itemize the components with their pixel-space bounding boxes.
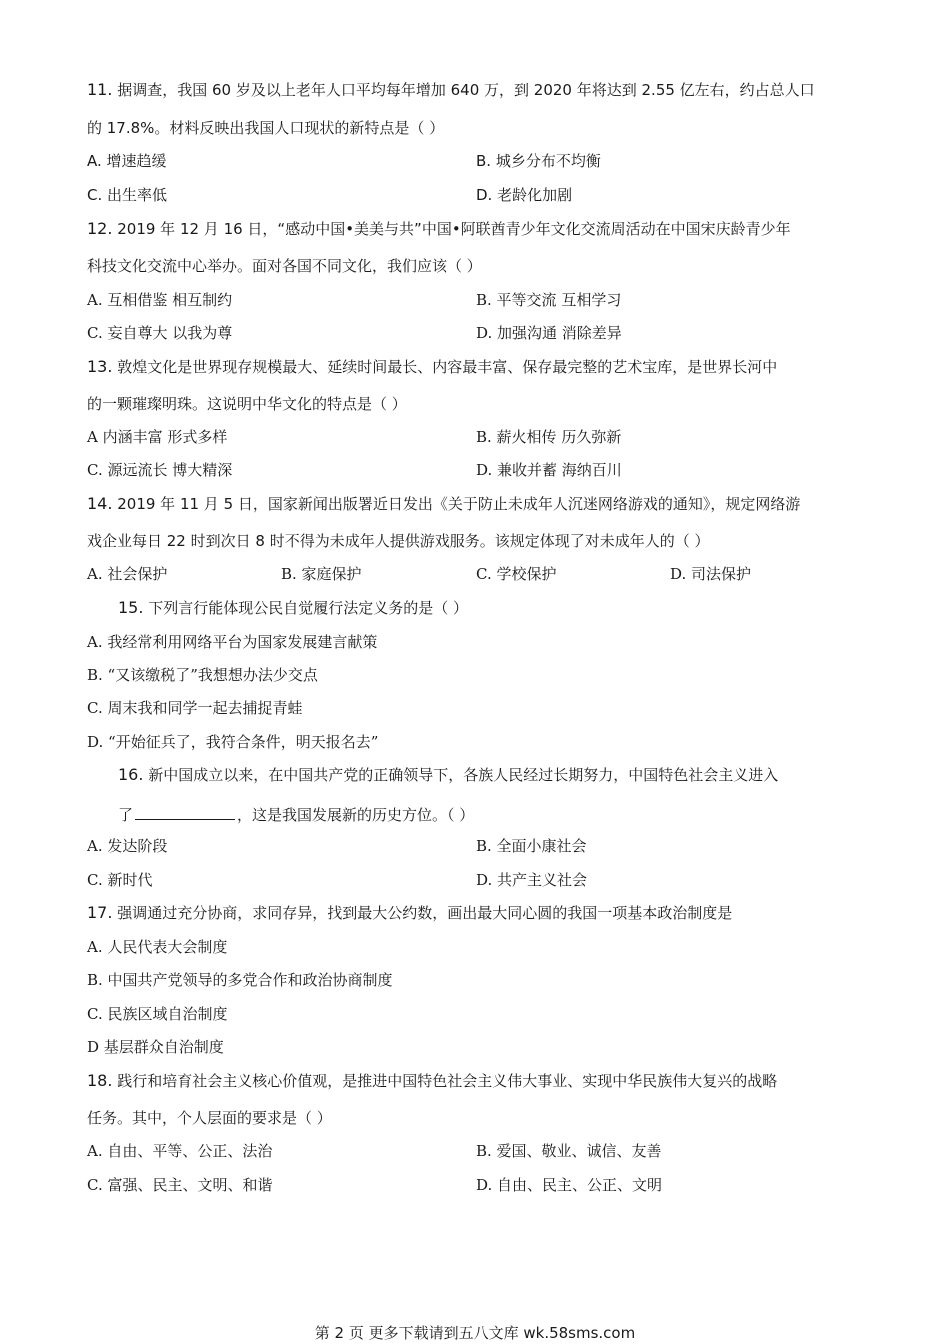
option-b: B. 城乡分布不均衡 (476, 152, 601, 170)
question-stem: 14. 2019 年 11 月 5 日，国家新闻出版署近日发出《关于防止未成年人沉迷网络游戏的通知》，规定网络游 (87, 494, 801, 513)
option-d: D. “开始征兵了，我符合条件，明天报名去” (87, 733, 379, 751)
fill-in-blank (135, 803, 235, 820)
question-stem-cont: 科技文化交流中心举办。面对各国不同文化，我们应该（ ） (87, 257, 482, 275)
question-stem-cont: 了 ，这是我国发展新的历史方位。（ ） (118, 803, 474, 825)
option-a: A. 社会保护 (87, 565, 168, 583)
option-c: C. 富强、民主、文明、和谐 (87, 1176, 273, 1194)
question-number: 18. (87, 1071, 113, 1090)
option-d: D. 老龄化加剧 (476, 186, 573, 204)
page-footer: 第 2 页 更多下载请到五八文库 wk.58sms.com (314, 1324, 636, 1342)
option-a: A 内涵丰富 形式多样 (87, 428, 228, 446)
option-c: C. 学校保护 (476, 565, 557, 583)
option-d: D 基层群众自治制度 (87, 1038, 224, 1056)
question-number: 14. (87, 494, 113, 513)
option-c: C. 妄自尊大 以我为尊 (87, 324, 233, 342)
question-stem: 12. 2019 年 12 月 16 日，“感动中国•美美与共”中国•阿联酋青少年文化交流周活动在中国宋庆龄青少年 (87, 219, 791, 238)
option-d: D. 共产主义社会 (476, 871, 588, 889)
question-stem-cont: 的 17.8%。材料反映出我国人口现状的新特点是（ ） (87, 119, 445, 137)
option-d: D. 加强沟通 消除差异 (476, 324, 622, 342)
option-a: A. 我经常利用网络平台为国家发展建言献策 (87, 633, 378, 651)
option-d: D. 司法保护 (670, 565, 752, 583)
option-b: B. “又该缴税了”我想想办法少交点 (87, 666, 318, 684)
question-stem-cont: 的一颗璀璨明珠。这说明中华文化的特点是（ ） (87, 395, 407, 413)
question-stem: 13. 敦煌文化是世界现存规模最大、延续时间最长、内容最丰富、保存最完整的艺术宝库，是世界长河中 (87, 357, 778, 376)
option-a: A. 发达阶段 (87, 837, 168, 855)
option-c: C. 新时代 (87, 871, 153, 889)
option-d: D. 自由、民主、公正、文明 (476, 1176, 663, 1194)
question-number: 15. (118, 598, 144, 617)
option-b: B. 中国共产党领导的多党合作和政治协商制度 (87, 971, 393, 989)
question-stem: 11. 据调查，我国 60 岁及以上老年人口平均每年增加 640 万，到 2020 年将达到 2.55 亿左右，约占总人口 (87, 80, 815, 99)
option-a: A. 人民代表大会制度 (87, 938, 228, 956)
option-a: A. 自由、平等、公正、法治 (87, 1142, 273, 1160)
option-c: C. 民族区域自治制度 (87, 1005, 228, 1023)
question-number: 12. (87, 219, 113, 238)
option-b: B. 家庭保护 (281, 565, 362, 583)
option-a: A. 互相借鉴 相互制约 (87, 291, 233, 309)
question-stem: 17. 强调通过充分协商，求同存异，找到最大公约数，画出最大同心圆的我国一项基本政治制度是 (87, 903, 733, 922)
option-b: B. 平等交流 互相学习 (476, 291, 622, 309)
option-c: C. 出生率低 (87, 186, 168, 204)
option-b: B. 薪火相传 历久弥新 (476, 428, 622, 446)
option-b: B. 全面小康社会 (476, 837, 587, 855)
option-c: C. 源远流长 博大精深 (87, 461, 233, 479)
option-b: B. 爱国、敬业、诚信、友善 (476, 1142, 662, 1160)
question-stem: 18. 践行和培育社会主义核心价值观，是推进中国特色社会主义伟大事业、实现中华民族伟大复兴的战略 (87, 1071, 778, 1090)
question-number: 13. (87, 357, 113, 376)
question-number: 17. (87, 903, 113, 922)
question-number: 11. (87, 80, 113, 99)
question-stem-cont: 戏企业每日 22 时到次日 8 时不得为未成年人提供游戏服务。该规定体现了对未成年人的（ ） (87, 532, 710, 550)
question-number: 16. (118, 765, 144, 784)
question-stem: 16. 新中国成立以来，在中国共产党的正确领导下，各族人民经过长期努力，中国特色社会主义进入 (118, 765, 779, 784)
option-c: C. 周末我和同学一起去捕捉青蛙 (87, 699, 303, 717)
question-stem-cont: 任务。其中，个人层面的要求是（ ） (87, 1109, 332, 1127)
question-stem: 15. 下列言行能体现公民自觉履行法定义务的是（ ） (118, 598, 469, 617)
option-d: D. 兼收并蓄 海纳百川 (476, 461, 622, 479)
option-a: A. 增速趋缓 (87, 152, 167, 170)
